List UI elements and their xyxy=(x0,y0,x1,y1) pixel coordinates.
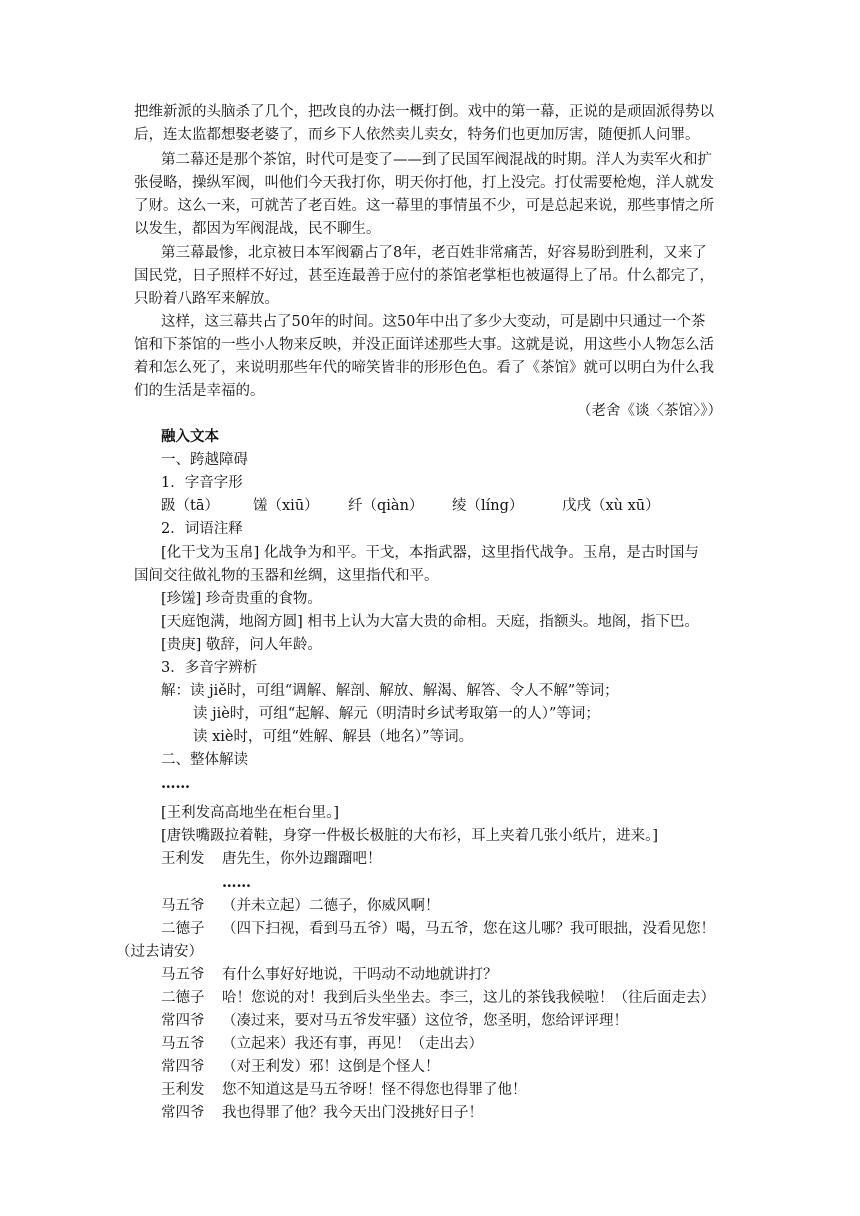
dialogue-text: （过去请安） xyxy=(116,944,203,960)
gloss-entry: [贵庚] 敬辞，问人年龄。 xyxy=(161,637,322,653)
essay-line: 着和怎么死了，来说明那些年代的啼笑皆非的形形色色。看了《茶馆》就可以明白为什么我 xyxy=(134,360,714,376)
pron-item: 馐（xiū） xyxy=(253,498,319,514)
dialogue-speaker: 常四爷 xyxy=(161,1059,205,1075)
dialogue-speaker: 二德子 xyxy=(161,921,205,937)
dialogue-speaker: 王利发 xyxy=(161,851,205,867)
essay-line: 只盼着八路军来解放。 xyxy=(134,291,279,307)
sub-heading: 3．多音字辨析 xyxy=(161,660,258,676)
dialogue-speaker: 马五爷 xyxy=(161,898,205,914)
essay-source: （老舍《谈〈茶馆〉》） xyxy=(577,403,722,419)
essay-line: 张侵略，操纵军阀，叫他们今天我打你，明天你打他，打上没完。打仗需要枪炮，洋人就发 xyxy=(134,175,714,191)
essay-line: 了财。这么一来，可就苦了老百姓。这一幕里的事情虽不少，可是总起来说，那些事情之所 xyxy=(134,198,714,214)
stage-direction: [王利发高高地坐在柜台里。] xyxy=(161,805,340,821)
essay-line: 这样，这三幕共占了50年的时间。这50年中出了多少大变动，可是剧中只通过一个茶 xyxy=(161,314,706,330)
gloss-entry: [珍馐] 珍奇贵重的食物。 xyxy=(161,591,322,607)
poly-line: 读 jiè时，可组“起解、解元（明清时乡试考取第一的人）”等词； xyxy=(193,706,600,722)
dialogue-speaker: 常四爷 xyxy=(161,1013,205,1029)
essay-line: 馆和下茶馆的一些小人物来反映，并没正面详述那些大事。这就是说，用这些小人物怎么活 xyxy=(134,337,714,353)
dialogue-text: 有什么事好好地说，干吗动不动地就讲打？ xyxy=(222,967,498,983)
essay-line: 们的生活是幸福的。 xyxy=(134,383,265,399)
pron-item: 绫（líng） xyxy=(452,498,524,514)
gloss-entry: 国间交往做礼物的玉器和丝绸，这里指代和平。 xyxy=(134,568,439,584)
part-heading: 二、整体解读 xyxy=(161,752,248,768)
dialogue-speaker: 王利发 xyxy=(161,1082,205,1098)
dialogue-text: 我也得罪了他？我今天出门没挑好日子！ xyxy=(222,1105,483,1121)
sub-heading: 2．词语注释 xyxy=(161,521,243,537)
pron-item: 趿（tā） xyxy=(161,498,219,514)
sub-heading: 1．字音字形 xyxy=(161,475,243,491)
gloss-entry: [化干戈为玉帛] 化战争为和平。干戈，本指武器，这里指代战争。玉帛，是古时国与 xyxy=(161,545,699,561)
essay-line: 把维新派的头脑杀了几个，把改良的办法一概打倒。戏中的第一幕，正说的是顽固派得势以 xyxy=(134,104,714,120)
essay-line: 以发生，都因为军阀混战，民不聊生。 xyxy=(134,221,381,237)
gloss-entry: [天庭饱满，地阁方圆] 相书上认为大富大贵的命相。天庭，指额头。地阁，指下巴。 xyxy=(161,614,699,630)
part-heading: 一、跨越障碍 xyxy=(161,452,248,468)
dialogue-text: （凑过来，要对马五爷发牢骚）这位爷，您圣明，您给评评理！ xyxy=(222,1013,628,1029)
dialogue-text: 哈！您说的对！我到后头坐坐去。李三，这儿的茶钱我候啦！（往后面走去） xyxy=(222,990,715,1006)
dialogue-speaker: 二德子 xyxy=(161,990,205,1006)
dialogue-text: （四下扫视，看到马五爷）喝，马五爷，您在这儿哪？我可眼拙，没看见您！ xyxy=(222,921,715,937)
poly-line: 解：读 jiě时，可组“调解、解剖、解放、解渴、解答、令人不解”等词； xyxy=(161,683,619,699)
dialogue-text: （对王利发）邪！这倒是个怪人！ xyxy=(222,1059,440,1075)
dialogue-text: （并未立起）二德子，你威风啊！ xyxy=(222,898,440,914)
pron-item: 纤（qiàn） xyxy=(348,498,424,514)
dialogue-text: 您不知道这是马五爷呀！怪不得您也得罪了他！ xyxy=(222,1082,527,1098)
dialogue-text: 唐先生，你外边蹓蹓吧！ xyxy=(222,851,382,867)
dialogue-speaker: 马五爷 xyxy=(161,1036,205,1052)
stage-direction: [唐铁嘴趿拉着鞋，身穿一件极长极脏的大布衫，耳上夹着几张小纸片，进来。] xyxy=(161,828,659,844)
section-heading: 融入文本 xyxy=(161,428,219,445)
dialogue-text: （立起来）我还有事，再见！（走出去） xyxy=(222,1036,483,1052)
pron-item: 戊戌（xù xū） xyxy=(562,498,660,514)
essay-line: 第三幕最惨，北京被日本军阀霸占了8年，老百姓非常痛苦，好容易盼到胜利，又来了 xyxy=(161,245,707,261)
essay-line: 第二幕还是那个茶馆，时代可是变了——到了民国军阀混战的时期。洋人为卖军火和扩 xyxy=(161,152,712,168)
dialogue-text: …… xyxy=(222,874,251,891)
ellipsis: …… xyxy=(161,775,190,792)
poly-line: 读 xiè时，可组“姓解、解县（地名）”等词。 xyxy=(193,729,474,745)
essay-line: 后，连太监都想娶老婆了，而乡下人依然卖儿卖女，特务们也更加厉害，随便抓人问罪。 xyxy=(134,127,700,143)
essay-line: 国民党，日子照样不好过，甚至连最善于应付的茶馆老掌柜也被逼得上了吊。什么都完了， xyxy=(134,268,714,284)
dialogue-speaker: 常四爷 xyxy=(161,1105,205,1121)
dialogue-speaker: 马五爷 xyxy=(161,967,205,983)
